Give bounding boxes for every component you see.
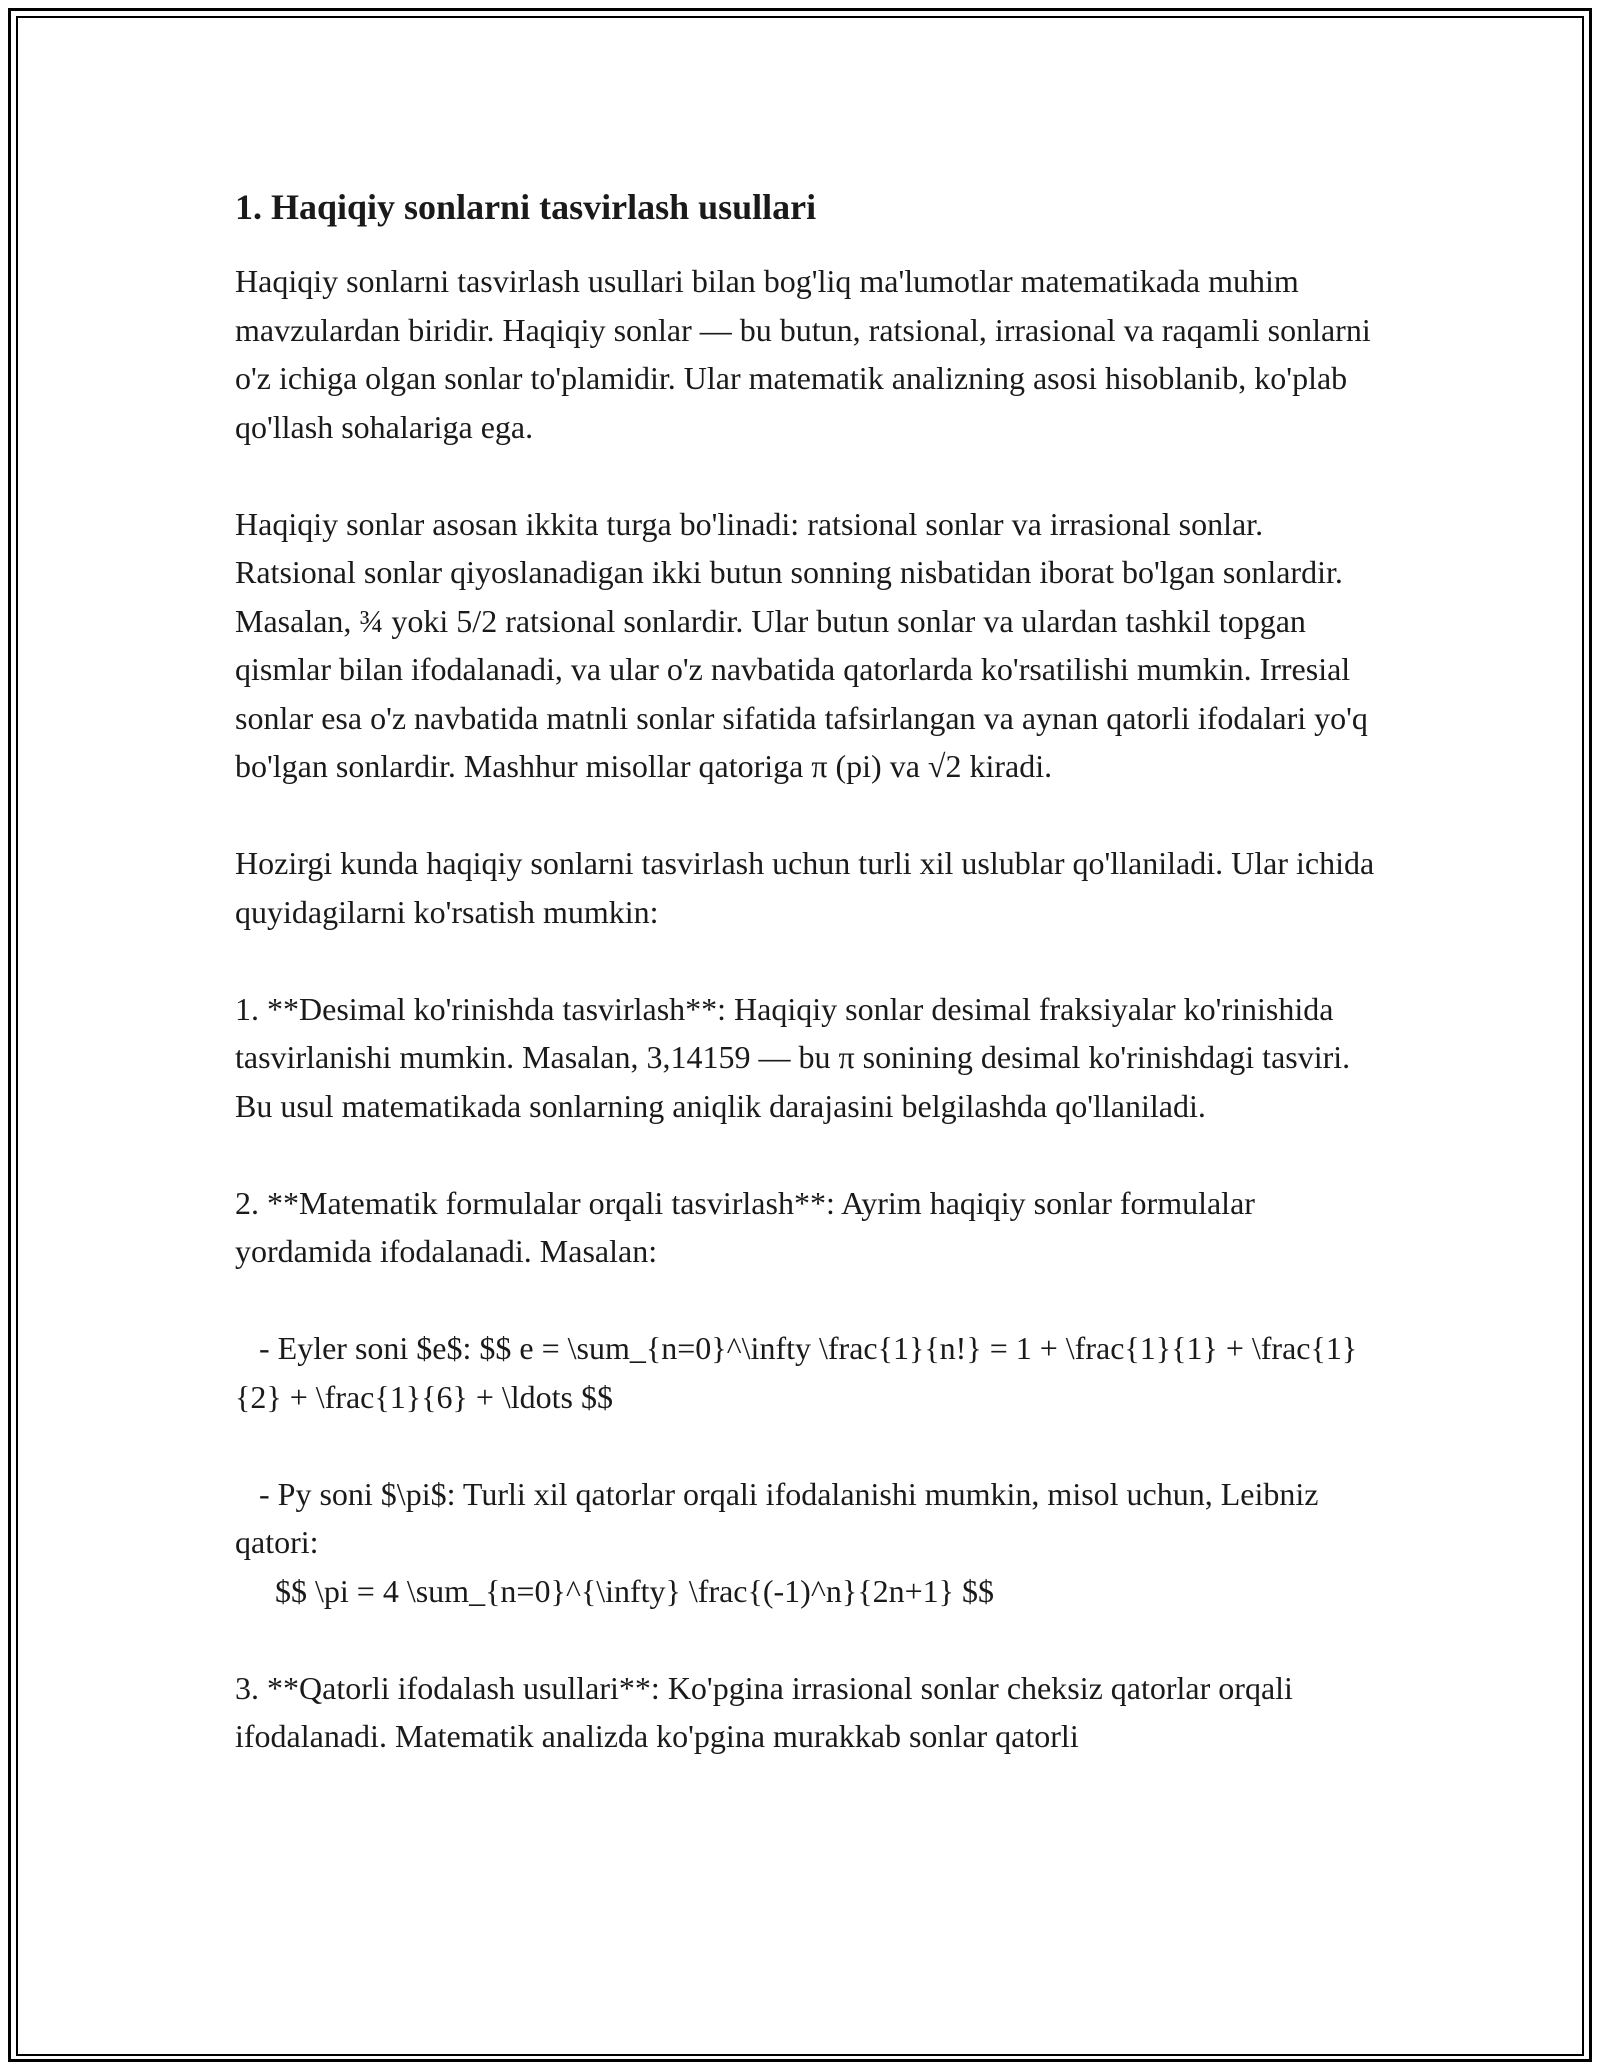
- list-item-series: 3. **Qatorli ifodalash usullari**: Ko'pgina irrasional sonlar cheksiz qatorlar orqali ifodalanadi. Matematik analizda ko'pgina murakkab sonlar qatorli: [235, 1669, 1301, 1755]
- list-item-decimal: 1. **Desimal ko'rinishda tasvirlash**: Haqiqiy sonlar desimal fraksiyalar ko'rinishida tasvirlanishi mumkin. Masalan, 3,14159 — bu π sonining desimal ko'rinishdagi tasviri. Bu usul matematikada sonlarning aniqlik darajasini belgilashda qo'llaniladi.: [235, 990, 1359, 1124]
- formula-pi-leibniz: - Py soni $\pi$: Turli xil qatorlar orqali ifodalanishi mumkin, misol uchun, Leibniz qatori: $$ \pi = 4 \sum_{n=0}^{\infty} \frac{(-1)^n}{2n+1} $$: [235, 1475, 1319, 1609]
- paragraph-intro: Haqiqiy sonlarni tasvirlash usullari bilan bog'liq ma'lumotlar matematikada muhim mavzulardan biridir. Haqiqiy sonlar — bu butun, ratsional, irrasional va raqamli sonlarni o'z ichiga olgan sonlar to'plamidir. Ular matematik analizning asosi hisoblanib, ko'plab qo'llash sohalariga ega.: [235, 263, 1379, 445]
- section-heading: 1. Haqiqiy sonlarni tasvirlash usullari: [235, 187, 817, 227]
- paragraph-methods-intro: Hozirgi kunda haqiqiy sonlarni tasvirlash uchun turli xil uslublar qo'llaniladi. Ular ichida quyidagilarni ko'rsatish mumkin:: [235, 845, 1383, 930]
- document-body: [235, 186, 1383, 1809]
- paragraph-number-types: Haqiqiy sonlar asosan ikkita turga bo'linadi: ratsional sonlar va irrasional sonlar. Ratsional sonlar qiyoslanadigan ikki butun sonning nisbatidan iborat bo'lgan sonlardir. Masalan, ¾ yoki 5/2 ratsional sonlardir. Ular butun sonlar va ulardan tashkil topgan qismlar bilan ifodalanadi, va ular o'z navbatida qatorlarda ko'rsatilishi mumkin. Irresial sonlar esa o'z navbatida matnli sonlar sifatida tafsirlangan va aynan qatorli ifodalari yo'q bo'lgan sonlardir. Mashhur misollar qatoriga π (pi) va √2 kiradi.: [235, 505, 1376, 785]
- list-item-formulas: 2. **Matematik formulalar orqali tasvirlash**: Ayrim haqiqiy sonlar formulalar yordamida ifodalanadi. Masalan:: [235, 1184, 1263, 1270]
- formula-euler: - Eyler soni $e$: $$ e = \sum_{n=0}^\infty \frac{1}{n!} = 1 + \frac{1}{1} + \frac{1}{2} + \frac{1}{6} + \ldots $$: [235, 1330, 1358, 1415]
